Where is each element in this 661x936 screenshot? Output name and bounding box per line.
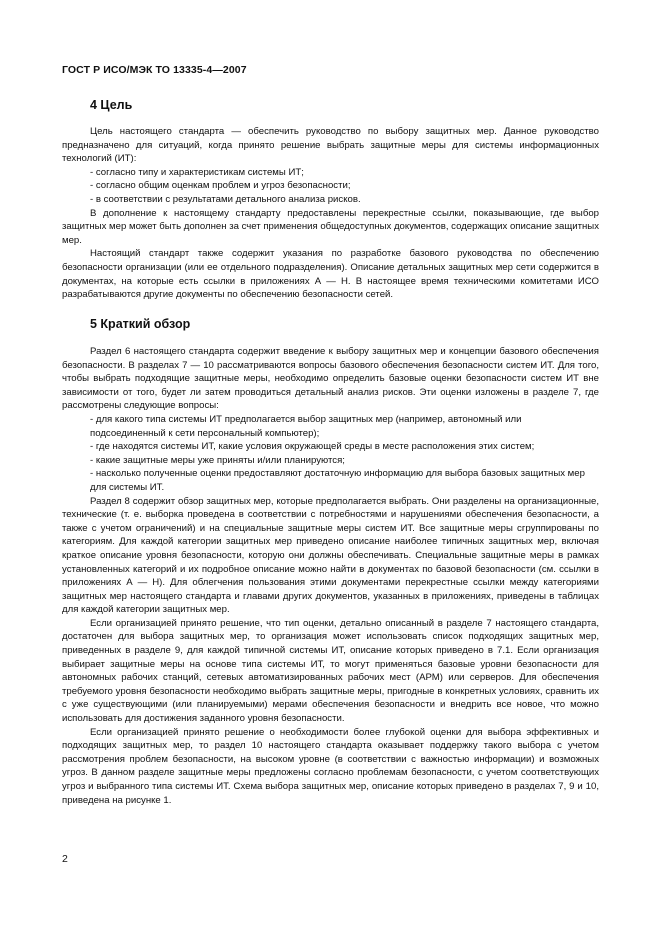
section-4-list-item: - согласно общим оценкам проблем и угроз безопасности; xyxy=(90,180,351,192)
section-5-paragraph-2: Раздел 8 содержит обзор защитных мер, которые предполагается выбрать. Они разделены на организационные, технические (т. е. выборка проведена в соответствии с потребностями и нарушениями обеспечения безопасности, а также с учетом ограничений) и на специальные защитные меры систем ИТ. Все защитные меры сгруппированы по категориям. Для каждой категории защитных мер приведено описание наиболее типичных защитных мер, включая краткое описание уровня безопасности, которую они должны обеспечивать. Специальные защитные меры в рамках установленных категорий и их подробное описание можно найти в документах по базовой безопасности (см. ссылки в приложениях А — Н). Для облегчения пользования этими документами перекрестные ссылки между категориями защитных мер настоящего стандарта и главами других документов, указанных в приложениях, приведены в таблицах для каждой категории защитных мер. xyxy=(62,495,599,616)
section-4-paragraph-3: Настоящий стандарт также содержит указания по разработке базового руководства по обеспечению безопасности организации (или ее отдельного подразделения). Описание детальных защитных мер сети содержится в документах, на которые есть ссылки в приложениях А — Н. В настоящее время техническими комитетами ИСО разрабатываются другие документы по обеспечению безопасности сетей. xyxy=(62,248,599,301)
section-4-list-item: - согласно типу и характеристикам системы ИТ; xyxy=(90,166,304,178)
section-4-paragraph-2: В дополнение к настоящему стандарту предоставлены перекрестные ссылки, показывающие, где выбор защитных мер может быть дополнен за счет применения общедоступных документов, содержащих описание защитных мер. xyxy=(62,207,599,246)
section-5-paragraph-1: Раздел 6 настоящего стандарта содержит введение к выбору защитных мер и концепции базового обеспечения безопасности. В разделах 7 — 10 рассматриваются вопросы базового обеспечения безопасности систем ИТ. Для того, чтобы выбрать подходящие защитные меры, необходимо определить базовые оценки безопасности систем ИТ вне зависимости от того, будет ли затем проводиться детальный анализ рисков. Эти оценки изложены в разделе 7, где рассмотрены следующие вопросы: xyxy=(62,346,599,412)
document-header: ГОСТ Р ИСО/МЭК ТО 13335-4—2007 xyxy=(62,64,247,76)
section-5-list-item: - где находятся системы ИТ, какие условия окружающей среды в месте расположения этих систем; xyxy=(90,441,535,453)
section-5-heading: 5 Краткий обзор xyxy=(90,317,191,331)
section-5-paragraph-4: Если организацией принято решение о необходимости более глубокой оценки для выбора эффективных и подходящих защитных мер, то раздел 10 настоящего стандарта оказывает поддержку такого выбора с учетом рассмотрения проблем безопасности, на высоком уровне (в соответствии с важностью информации) и возможных угроз. В данном разделе защитные меры предложены согласно проблемам безопасности, с учетом соответствующих угроз и выбранного типа системы ИТ. Схема выбора защитных мер, описание которых приведено в разделах 7, 9 и 10, приведена на рисунке 1. xyxy=(62,726,599,806)
section-4-list-item: - в соответствии с результатами детального анализа рисков. xyxy=(90,193,361,205)
section-4-heading: 4 Цель xyxy=(90,98,133,112)
section-5-body xyxy=(62,345,599,807)
section-4-body xyxy=(62,125,599,302)
section-4-paragraph-1: Цель настоящего стандарта — обеспечить руководство по выбору защитных мер. Данное руководство предназначено для ситуаций, когда принято решение выбрать защитные меры для системы информационных технологий (ИТ): xyxy=(62,126,599,165)
page-number: 2 xyxy=(62,853,68,865)
section-5-list-item: - какие защитные меры уже приняты и/или планируются; xyxy=(90,454,345,466)
section-5-list-item: - для какого типа системы ИТ предполагается выбор защитных мер (например, автономный или подсоединенный к сети персональный компьютер); xyxy=(90,413,522,439)
section-5-paragraph-3: Если организацией принято решение, что тип оценки, детально описанный в разделе 7 настоящего стандарта, достаточен для выбора защитных мер, то организация может использовать список подходящих защитных мер, приведенных в разделе 9, для каждой типичной системы ИТ, описание которых приведено в 7.1. Если организация выбирает защитные меры на основе типа системы ИТ, то могут применяться базовые уровни безопасности для автономных рабочих станций, сетевых автоматизированных рабочих мест (АРМ) или серверов. Для обеспечения требуемого уровня безопасности необходимо выбрать защитные меры, пригодные в конкретных условиях, сравнить их с уже существующими (или планируемыми) мерами обеспечения безопасности и внедрить все новое, что можно использовать для достижения заданного уровня безопасности. xyxy=(62,617,599,725)
section-5-list-item: - насколько полученные оценки предоставляют достаточную информацию для выбора базовых защитных мер для системы ИТ. xyxy=(90,468,585,493)
